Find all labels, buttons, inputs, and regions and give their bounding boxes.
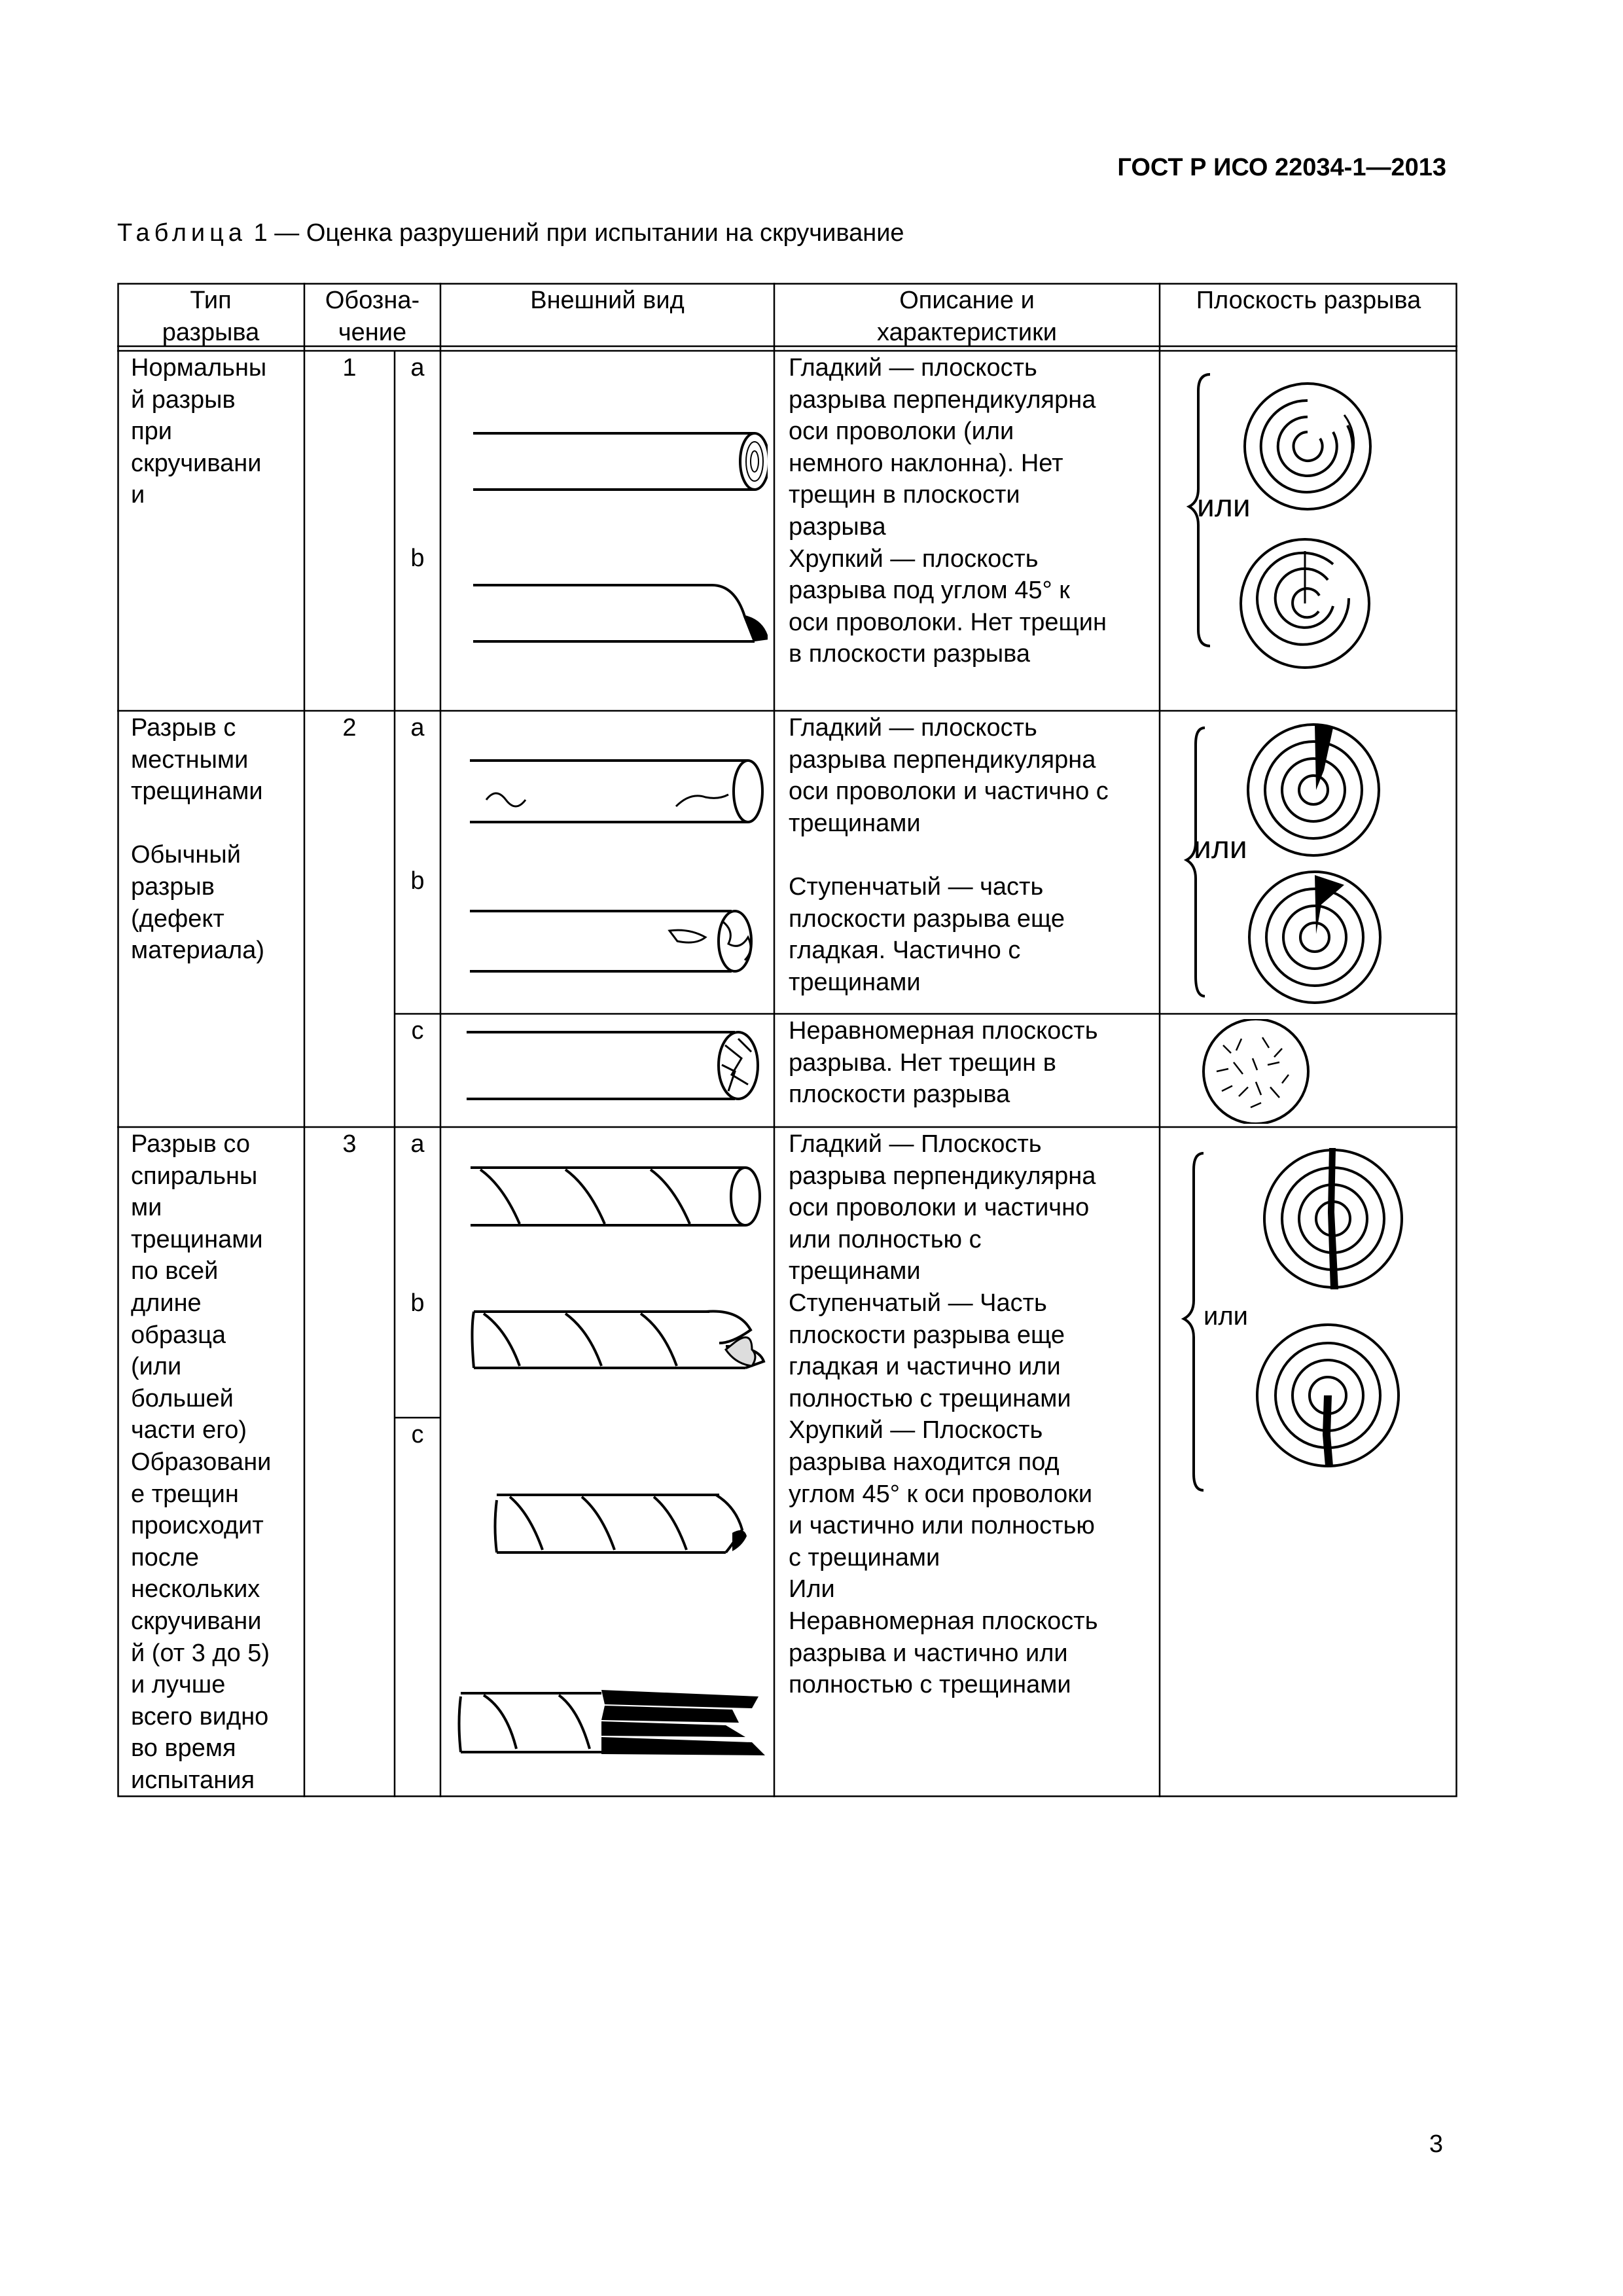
row2-uneven-texture <box>1217 1037 1289 1107</box>
row2-wire-a-end <box>734 761 762 822</box>
caption-number: 1 <box>253 219 268 247</box>
row2-sub-b: b <box>410 867 425 895</box>
row3-sub-c: c <box>411 1421 424 1448</box>
row1-sub-b: b <box>410 545 425 572</box>
row3-wire-d-fracture <box>601 1690 765 1755</box>
row2-plane-c-illustration <box>1190 1019 1321 1124</box>
row1-sub-a: a <box>410 354 425 382</box>
row3-sub-b: b <box>410 1289 425 1317</box>
row3-wire-illustration <box>444 1134 772 1795</box>
row3-wire-b <box>473 1312 764 1368</box>
row2-crack-mark-b <box>1315 875 1344 934</box>
row1-section-a <box>1245 384 1370 509</box>
row2-wire-c-illustration <box>447 1019 768 1124</box>
row3-or-label: или <box>1204 1302 1249 1331</box>
row3-description: Гладкий — Плоскость разрыва перпендикулярна оси проволоки и частично или полностью с трещинами Ступенчатый — Часть плоскости разрыва еще гладкая и частично или полностью с трещинами Хрупкий — Плоскость разрыва находится под углом 45° к оси проволоки и частично или полностью с трещинами Или Неравномерная плоскость разрыва и частично или полностью с трещинами <box>789 1130 1098 1699</box>
row1-wire-b-break <box>712 585 755 641</box>
row3-wire-a <box>471 1168 760 1225</box>
row1-number: 1 <box>342 354 357 382</box>
row2-number: 2 <box>342 714 357 742</box>
standard-code: ГОСТ Р ИСО 22034-1—2013 <box>1117 154 1446 181</box>
row1-type: Нормальны й разрыв при скручивани и <box>131 354 267 509</box>
page-number: 3 <box>1429 2130 1443 2158</box>
row3-type: Разрыв со спиральны ми трещинами по всей длине образца (или большей части его) Образовани е трещин происходит после нескольких скручивани й (от 3 до 5) и лучше всего видно во время испытания <box>131 1130 272 1794</box>
row3-number: 3 <box>342 1130 357 1158</box>
caption-label: Таблица <box>117 219 247 247</box>
row1-plane-illustration <box>1164 355 1452 708</box>
table-caption <box>117 219 904 247</box>
row2-description: Гладкий — плоскость разрыва перпендикулярна оси проволоки и частично с трещинами Ступенчатый — часть плоскости разрыва еще гладкая. Частично с трещинами <box>789 714 1109 996</box>
row3-wire-c <box>495 1495 743 1552</box>
row2-sub-c: c <box>411 1017 424 1045</box>
header-type: Тип разрыва <box>162 287 260 346</box>
row2-description-c: Неравномерная плоскость разрыва. Нет трещин в плоскости разрыва <box>789 1017 1098 1109</box>
row3-sub-a: a <box>410 1130 425 1158</box>
row2-wire-illustration <box>447 734 768 1009</box>
row1-description: Гладкий — плоскость разрыва перпендикулярна оси проволоки (или немного наклонна). Нет трещин в плоскости разрыва Хрупкий — плоскость разрыва под углом 45° к оси проволоки. Нет трещин в плоскости разрыва <box>789 354 1107 668</box>
header-fracture-plane: Плоскость разрыва <box>1196 287 1421 314</box>
caption-title: — Оценка разрушений при испытании на скручивание <box>274 219 904 247</box>
row1-section-b <box>1241 539 1369 668</box>
row1-or-label: или <box>1197 489 1251 524</box>
header-designation: Обозна- чение <box>325 287 420 346</box>
header-appearance: Внешний вид <box>530 287 685 314</box>
fracture-table <box>117 283 1457 1797</box>
row2-crack-left <box>486 793 526 806</box>
row2-section-a <box>1248 725 1379 855</box>
row3-brace <box>1184 1153 1204 1490</box>
row2-section-b <box>1249 872 1380 1003</box>
row1-wire-illustration <box>447 368 768 702</box>
row2-crack-right <box>676 795 728 806</box>
row2-or-label: или <box>1194 831 1247 865</box>
row2-type: Разрыв с местными трещинами Обычный разрыв (дефект материала) <box>131 714 264 965</box>
row2-sub-a: a <box>410 714 425 742</box>
row3-wire-d <box>459 1693 602 1752</box>
header-description: Описание и характеристики <box>877 287 1057 346</box>
row3-crack-mark-a <box>1328 1148 1338 1289</box>
